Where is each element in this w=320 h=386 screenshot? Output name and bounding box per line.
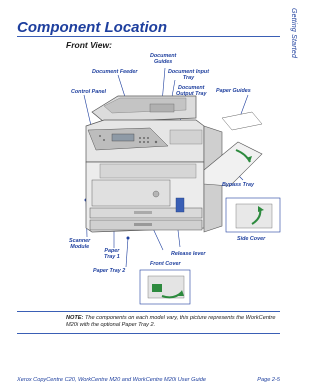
- page-footer: [17, 377, 280, 383]
- footer-guide-title: Xerox CopyCentre C20, WorkCentre M20 and WorkCentre M20i User Guide: [17, 377, 207, 383]
- label-release-lever: Release lever: [171, 251, 206, 257]
- note-rule-bottom: [17, 333, 280, 334]
- label-document-feeder: Document Feeder: [92, 69, 138, 75]
- label-bypass-tray: Bypass Tray: [222, 182, 254, 188]
- label-document-output-tray: Document Output Tray: [176, 85, 207, 98]
- note-text: The components on each model vary, this picture represents the WorkCentre M20i with the optional Paper Tray 2.: [66, 315, 276, 329]
- label-paper-tray-2: Paper Tray 2: [93, 268, 126, 274]
- label-document-guides: Document Guides: [150, 53, 177, 66]
- label-control-panel: Control Panel: [71, 89, 107, 95]
- note: [66, 315, 280, 329]
- label-side-cover: Side Cover: [237, 236, 266, 242]
- note-label: NOTE:: [66, 315, 84, 321]
- label-document-input-tray: Document Input Tray: [168, 69, 210, 82]
- footer-page-number: Page 2-5: [257, 377, 280, 383]
- label-front-cover: Front Cover: [150, 261, 181, 267]
- label-paper-guides: Paper Guides: [216, 88, 251, 94]
- section-title: Front View:: [66, 40, 112, 50]
- chapter-side-tab: Getting Started: [290, 8, 297, 59]
- page-title: Component Location: [17, 19, 167, 36]
- label-scanner-module: Scanner Module: [69, 238, 91, 251]
- note-rule-top: [17, 311, 280, 312]
- label-paper-tray-1: Paper Tray 1: [104, 248, 120, 261]
